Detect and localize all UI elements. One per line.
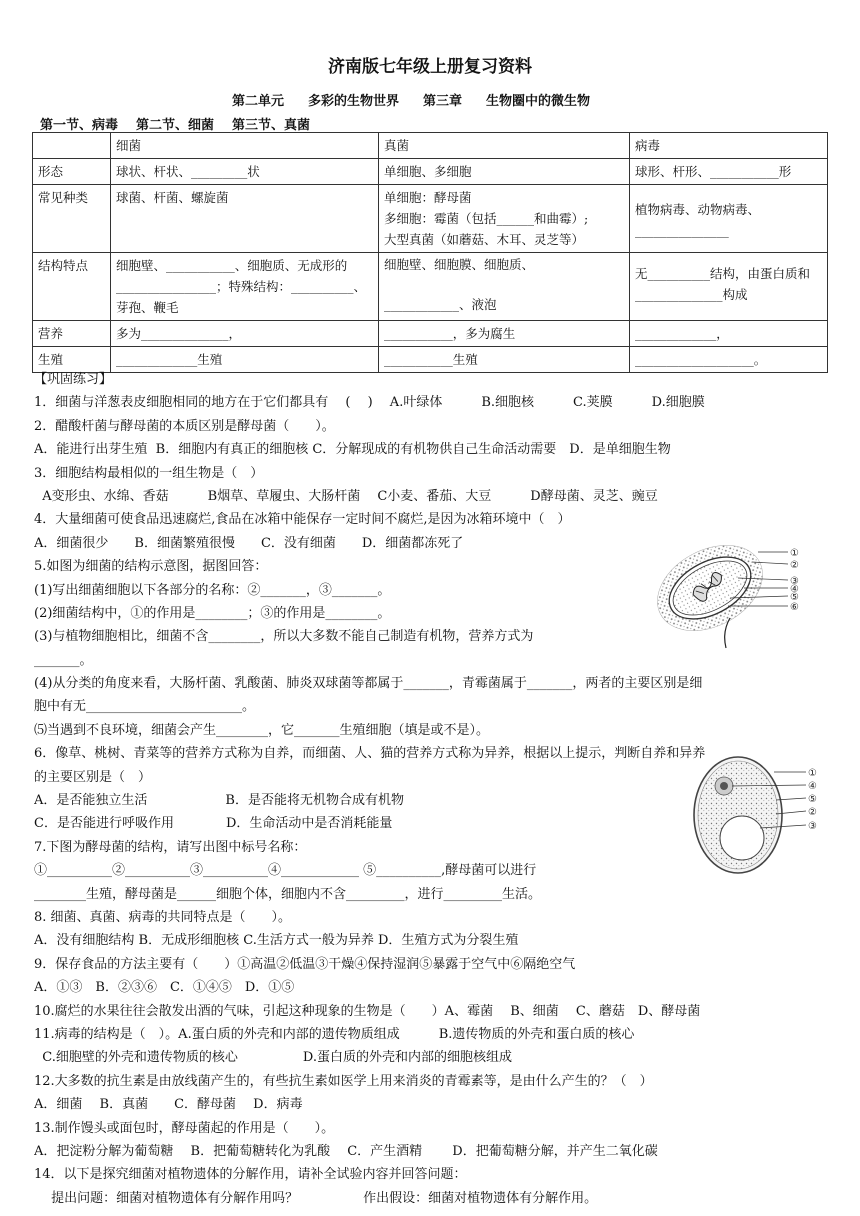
table-cell: 细胞壁、___________、细胞质、无成形的________________；特殊结构：__________、芽孢、鞭毛	[111, 253, 379, 321]
exercise-line: 8. 细菌、真菌、病毒的共同特点是（ ）。	[34, 909, 292, 925]
exercise-line: 12.大多数的抗生素是由放线菌产生的，有些抗生素如医学上用来消炎的青霉素等，是由什么产生的？（ ）	[34, 1073, 653, 1089]
table-cell: 细胞壁、细胞膜、细胞质、 ____________、液泡	[379, 253, 630, 321]
row-label: 结构特点	[33, 253, 111, 321]
section-bacteria: 第二节、细菌	[136, 118, 215, 133]
bacterium-label-6: ⑥	[790, 602, 799, 613]
bacterium-label-2: ②	[790, 560, 799, 571]
exercise-line: 2．醋酸杆菌与酵母菌的本质区别是酵母菌（ ）。	[34, 418, 335, 434]
exercise-line: 7.下图为酵母菌的结构，请写出图中标号名称：	[34, 839, 307, 855]
exercise-line: 5.如图为细菌的结构示意图，据图回答：	[34, 559, 268, 575]
table-cell: 单细胞、多细胞	[379, 159, 630, 185]
table-cell: 植物病毒、动物病毒、 _______________	[630, 185, 828, 253]
table-header-cell: 细菌	[111, 133, 379, 159]
table-cell: 单细胞：酵母菌 多细胞：霉菌（包括______和曲霉）; 大型真菌（如蘑菇、木耳、灵芝等）	[379, 185, 630, 253]
table-row	[33, 321, 828, 347]
table-cell: 球菌、杆菌、螺旋菌	[111, 185, 379, 253]
exercise-line: (2)细菌结构中，①的作用是________；③的作用是________。	[34, 605, 391, 621]
exercise-line: 10.腐烂的水果往往会散发出酒的气味，引起这种现象的生物是（ ）A、霉菌 B、细菌 C、蘑菇 D、酵母菌	[34, 1003, 701, 1019]
yeast-vacuole	[720, 816, 764, 860]
exercise-line: 9．保存食品的方法主要有（ ）①高温②低温③干燥④保持湿润⑤暴露于空气中⑥隔绝空气	[34, 956, 576, 972]
exercise-line: (3)与植物细胞相比，细菌不含________，所以大多数不能自己制造有机物，营养方式为	[34, 629, 534, 645]
table-cell: ___________________。	[630, 347, 828, 373]
table-cell: ___________生殖	[379, 347, 630, 373]
comparison-table	[32, 132, 828, 373]
bacterium-diagram	[650, 526, 820, 654]
yeast-label-2: ②	[808, 807, 817, 818]
exercise-line: (1)写出细菌细胞以下各部分的名称：②_______，③_______。	[34, 582, 391, 598]
exercise-line: _______。	[34, 652, 93, 668]
exercise-line: 13.制作馒头或面包时，酵母菌起的作用是（ ）。	[34, 1120, 335, 1136]
yeast-label-4: ④	[808, 781, 817, 792]
exercise-line: ①__________②__________③__________④____________ ⑤__________,酵母菌可以进行	[34, 863, 537, 879]
bacterium-label-5: ⑤	[790, 592, 799, 603]
exercise-line: A．没有细胞结构 B．无成形细胞核 C.生活方式一般为异养 D．生殖方式为分裂生殖	[34, 933, 519, 949]
table-header-cell: 真菌	[379, 133, 630, 159]
exercise-line: ________生殖，酵母菌是______细胞个体，细胞内不含_________，进行_________生活。	[34, 886, 542, 902]
table-cell: _____________，	[630, 321, 828, 347]
table-cell: ___________，多为腐生	[379, 321, 630, 347]
exercise-line: A．细菌 B．真菌 C．酵母菌 D．病毒	[34, 1097, 303, 1113]
yeast-label-3: ③	[808, 821, 817, 832]
table-cell: 球形、杆形、___________形	[630, 159, 828, 185]
table-row	[33, 253, 828, 321]
exercise-line: A．①③ B．②③⑥ C．①④⑤ D．①⑤	[34, 980, 295, 996]
exercise-line: C.细胞壁的外壳和遗传物质的核心 D.蛋白质的外壳和内部的细胞核组成	[34, 1050, 512, 1066]
section-list	[40, 114, 328, 133]
table-row	[33, 159, 828, 185]
table-row	[33, 185, 828, 253]
table-header-cell	[33, 133, 111, 159]
exercise-line: 1．细菌与洋葱表皮细胞相同的地方在于它们都具有 ( ) A.叶绿体 B.细胞核 C.荚膜 D.细胞膜	[34, 395, 705, 411]
exercise-line: C．是否能进行呼吸作用 D．生命活动中是否消耗能量	[34, 816, 393, 832]
bacterium-label-3: ③	[790, 576, 799, 587]
table-cell: _____________生殖	[111, 347, 379, 373]
exercise-line: A．能进行出芽生殖 B．细胞内有真正的细胞核 C．分解现成的有机物供自己生命活动需要 D．是单细胞生物	[34, 442, 671, 458]
exercise-line: (4)从分类的角度来看，大肠杆菌、乳酸菌、肺炎双球菌等都属于_______，青霉菌属于_______，两者的主要区别是细	[34, 676, 703, 692]
exercise-line: 提出问题：细菌对植物遗体有分解作用吗？ 作出假设：细菌对植物遗体有分解作用。	[34, 1190, 598, 1206]
row-label: 常见种类	[33, 185, 111, 253]
yeast-label-5: ⑤	[808, 794, 817, 805]
page-title: 济南版七年级上册复习资料	[328, 57, 532, 77]
table-header-cell: 病毒	[630, 133, 828, 159]
row-label: 生殖	[33, 347, 111, 373]
exercise-line: 14．以下是探究细菌对植物遗体的分解作用，请补全试验内容并回答问题：	[34, 1167, 467, 1183]
exercise-line: 胞中有无________________________。	[34, 699, 256, 715]
exercise-line: 11.病毒的结构是（ ）。A.蛋白质的外壳和内部的遗传物质组成 B.遗传物质的外壳和蛋白质的核心	[34, 1026, 635, 1042]
exercise-line: 4．大量细菌可使食品迅速腐烂,食品在冰箱中能保存一定时间不腐烂,是因为冰箱环境中（ ）	[34, 512, 571, 528]
exercise-line: 6．像草、桃树、青菜等的营养方式称为自养，而细菌、人、猫的营养方式称为异养，根据以上提示，判断自养和异养	[34, 746, 706, 762]
chapter-label: 第三章	[423, 94, 463, 109]
unit-chapter-heading	[232, 90, 614, 109]
chapter-name: 生物圈中的微生物	[486, 94, 591, 109]
exercise-line: A．是否能独立生活 B．是否能将无机物合成有机物	[34, 793, 404, 809]
exercise-line: ⑸当遇到不良环境，细菌会产生________，它_______生殖细胞（填是或不是）。	[34, 722, 490, 738]
table-cell: 球状、杆状、_________状	[111, 159, 379, 185]
unit-label: 第二单元	[232, 94, 285, 109]
row-label: 形态	[33, 159, 111, 185]
exercise-line: A．细菌很少 B．细菌繁殖很慢 C．没有细菌 D．细菌都冻死了	[34, 535, 464, 551]
row-label: 营养	[33, 321, 111, 347]
exercise-line: 3．细胞结构最相似的一组生物是（ ）	[34, 465, 264, 481]
yeast-label-1: ①	[808, 768, 817, 779]
exercise-line: 的主要区别是（ ）	[34, 769, 152, 785]
table-cell: 无__________结构，由蛋白质和______________构成	[630, 253, 828, 321]
section-virus: 第一节、病毒	[40, 118, 119, 133]
exercise-heading: 【巩固练习】	[34, 372, 113, 387]
unit-name: 多彩的生物世界	[308, 94, 400, 109]
yeast-diagram	[690, 752, 840, 882]
table-header-row	[33, 133, 828, 159]
bacterium-label-4: ④	[790, 584, 799, 595]
section-fungi: 第三节、真菌	[232, 118, 311, 133]
exercise-line: A．把淀粉分解为葡萄糖 B．把葡萄糖转化为乳酸 C．产生酒精 D．把葡萄糖分解，并产生二氧化碳	[34, 1143, 658, 1159]
table-cell: 多为______________，	[111, 321, 379, 347]
bacterium-label-1: ①	[790, 548, 799, 559]
exercise-line: A变形虫、水绵、香菇 B烟草、草履虫、大肠杆菌 C小麦、番茄、大豆 D酵母菌、灵芝、豌豆	[34, 488, 658, 504]
